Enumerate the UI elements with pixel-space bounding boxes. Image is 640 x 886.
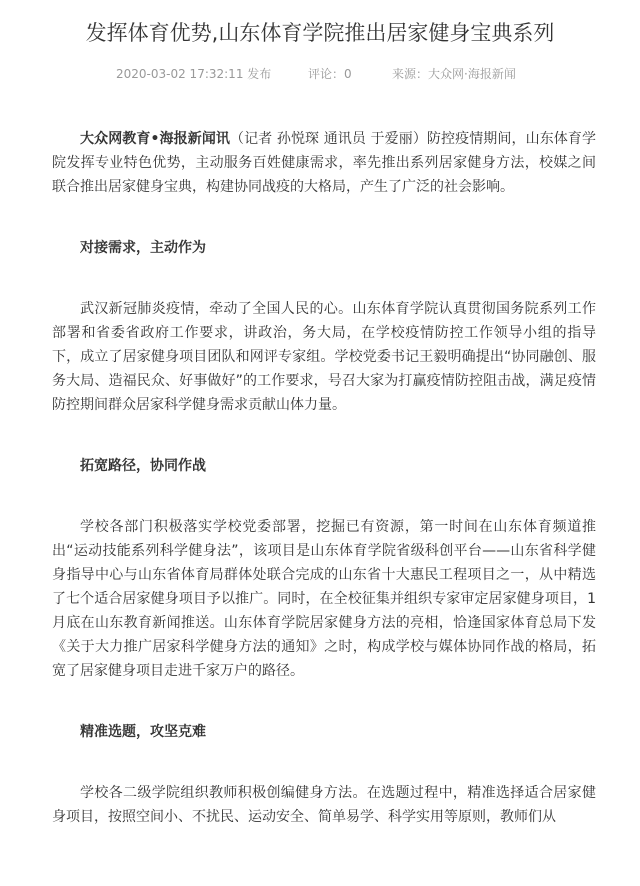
lead-text: （记者 孙悦琛 通讯员 于爱丽）防控疫情期间，山东体育学院发挥专业特色优势，主动服务百姓健康需求，率先推出系列居家健身方法，校媒之间联合推出居家健身宝典，构建协同战疫的大格局，产生了广泛的社会影响。 <box>52 131 596 195</box>
comment-count[interactable]: 评论：0 <box>308 67 352 81</box>
section-heading-2: 拓宽路径，协同作战 <box>80 458 206 474</box>
lead-label: 大众网教育•海报新闻讯 <box>80 131 231 147</box>
section-paragraph-1: 武汉新冠肺炎疫情，牵动了全国人民的心。山东体育学院认真贯彻国务院系列工作部署和省委省政府工作要求，讲政治，务大局，在学校疫情防控工作领导小组的指导下，成立了居家健身项目团队和网评专家组。学校党委书记王毅明确提出“协同融创、服务大局、造福民众、好事做好”的工作要求，号召大家为打赢疫情防控阻击战，满足疫情防控期间群众居家科学健身需求贡献山体力量。 <box>52 301 596 413</box>
publish-datetime: 2020-03-02 17:32:11 发布 <box>116 67 272 81</box>
lead-paragraph <box>52 127 596 199</box>
article-body <box>52 127 596 866</box>
section-heading-1: 对接需求，主动作为 <box>80 240 206 256</box>
section-paragraph-3: 学校各二级学院组织教师积极创编健身方法。在选题过程中，精准选择适合居家健身项目，按照空间小、不扰民、运动安全、简单易学、科学实用等原则，教师们从 <box>52 785 596 825</box>
article-source: 来源：大众网·海报新闻 <box>392 67 516 81</box>
section-paragraph-2: 学校各部门积极落实学校党委部署，挖掘已有资源，第一时间在山东体育频道推出“运动技能系列科学健身法”，该项目是山东体育学院省级科创平台——山东省科学健身指导中心与山东省体育局群体处联合完成的山东省十大惠民工程项目之一，从中精选了七个适合居家健身项目予以推广。同时，在全校征集并组织专家审定居家健身项目，1月底在山东教育新闻推送。山东体育学院居家健身方法的亮相，恰逢国家体育总局下发《关于大力推广居家科学健身方法的通知》之时，构成学校与媒体协同作战的格局，拓宽了居家健身项目走进千家万户的路径。 <box>52 519 596 679</box>
section-heading-3: 精准选题，攻坚克难 <box>80 724 206 740</box>
article-title: 发挥体育优势,山东体育学院推出居家健身宝典系列 <box>85 21 555 45</box>
